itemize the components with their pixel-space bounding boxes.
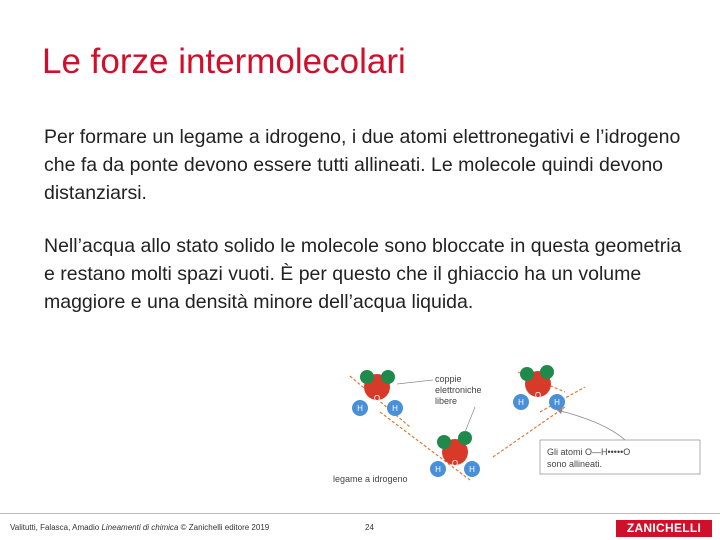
- page-number: 24: [365, 523, 374, 532]
- lone-pair: [381, 370, 395, 384]
- hydrogen-label: H: [518, 398, 524, 407]
- footer-divider: [0, 513, 720, 514]
- lone-pair: [458, 431, 472, 445]
- oxygen-label: O: [451, 459, 459, 468]
- zanichelli-logo: ZANICHELLI: [616, 520, 712, 537]
- lone-pairs-pointer: [465, 407, 475, 432]
- footer: [0, 513, 720, 540]
- oxygen-label: O: [534, 391, 542, 400]
- credit-publisher: © Zanichelli editore 2019: [178, 523, 270, 532]
- lone-pairs-label-line1: coppie: [435, 374, 462, 384]
- slide-title: Le forze intermolecolari: [42, 42, 406, 81]
- lone-pairs-label-line2: elettroniche: [435, 385, 482, 395]
- water-molecule: [430, 431, 480, 477]
- hydrogen-label: H: [554, 398, 560, 407]
- hydrogen-bond-label: legame a idrogeno: [333, 474, 408, 484]
- lone-pairs-label-line3: libere: [435, 396, 458, 406]
- lone-pair: [360, 370, 374, 384]
- hydrogen-label: H: [357, 404, 363, 413]
- hydrogen-label: H: [469, 465, 475, 474]
- hydrogen-label: H: [435, 465, 441, 474]
- callout-arrow: [557, 410, 625, 440]
- paragraph-ice-density: Nell’acqua allo stato solido le molecole sono bloccate in questa geometria e restano molti spazi vuoti. È per questo che il ghiaccio ha un volume maggiore e una densità minore dell’acqua liquida.: [44, 235, 682, 313]
- water-molecules-diagram: [325, 362, 710, 494]
- hydrogen-label: H: [392, 404, 398, 413]
- callout-line2: sono allineati.: [547, 459, 603, 469]
- water-molecule: [513, 365, 565, 410]
- callout-line1: Gli atomi O—H•••••O: [547, 447, 631, 457]
- oxygen-label: O: [373, 394, 381, 403]
- credit-book-title: Lineamenti di chimica: [101, 523, 179, 532]
- hydrogen-bond-figure: [325, 362, 710, 494]
- water-molecule: [352, 370, 403, 416]
- footer-credit: [10, 523, 269, 532]
- lone-pairs-pointer: [397, 380, 433, 384]
- paragraph-hydrogen-bond: Per formare un legame a idrogeno, i due atomi elettronegativi e l’idrogeno che fa da ponte devono essere tutti allineati. Le molecole quindi devono distanziarsi.: [44, 126, 681, 204]
- lone-pair: [540, 365, 554, 379]
- credit-authors: Valitutti, Falasca, Amadio: [10, 523, 102, 532]
- lone-pair: [437, 435, 451, 449]
- lone-pair: [520, 367, 534, 381]
